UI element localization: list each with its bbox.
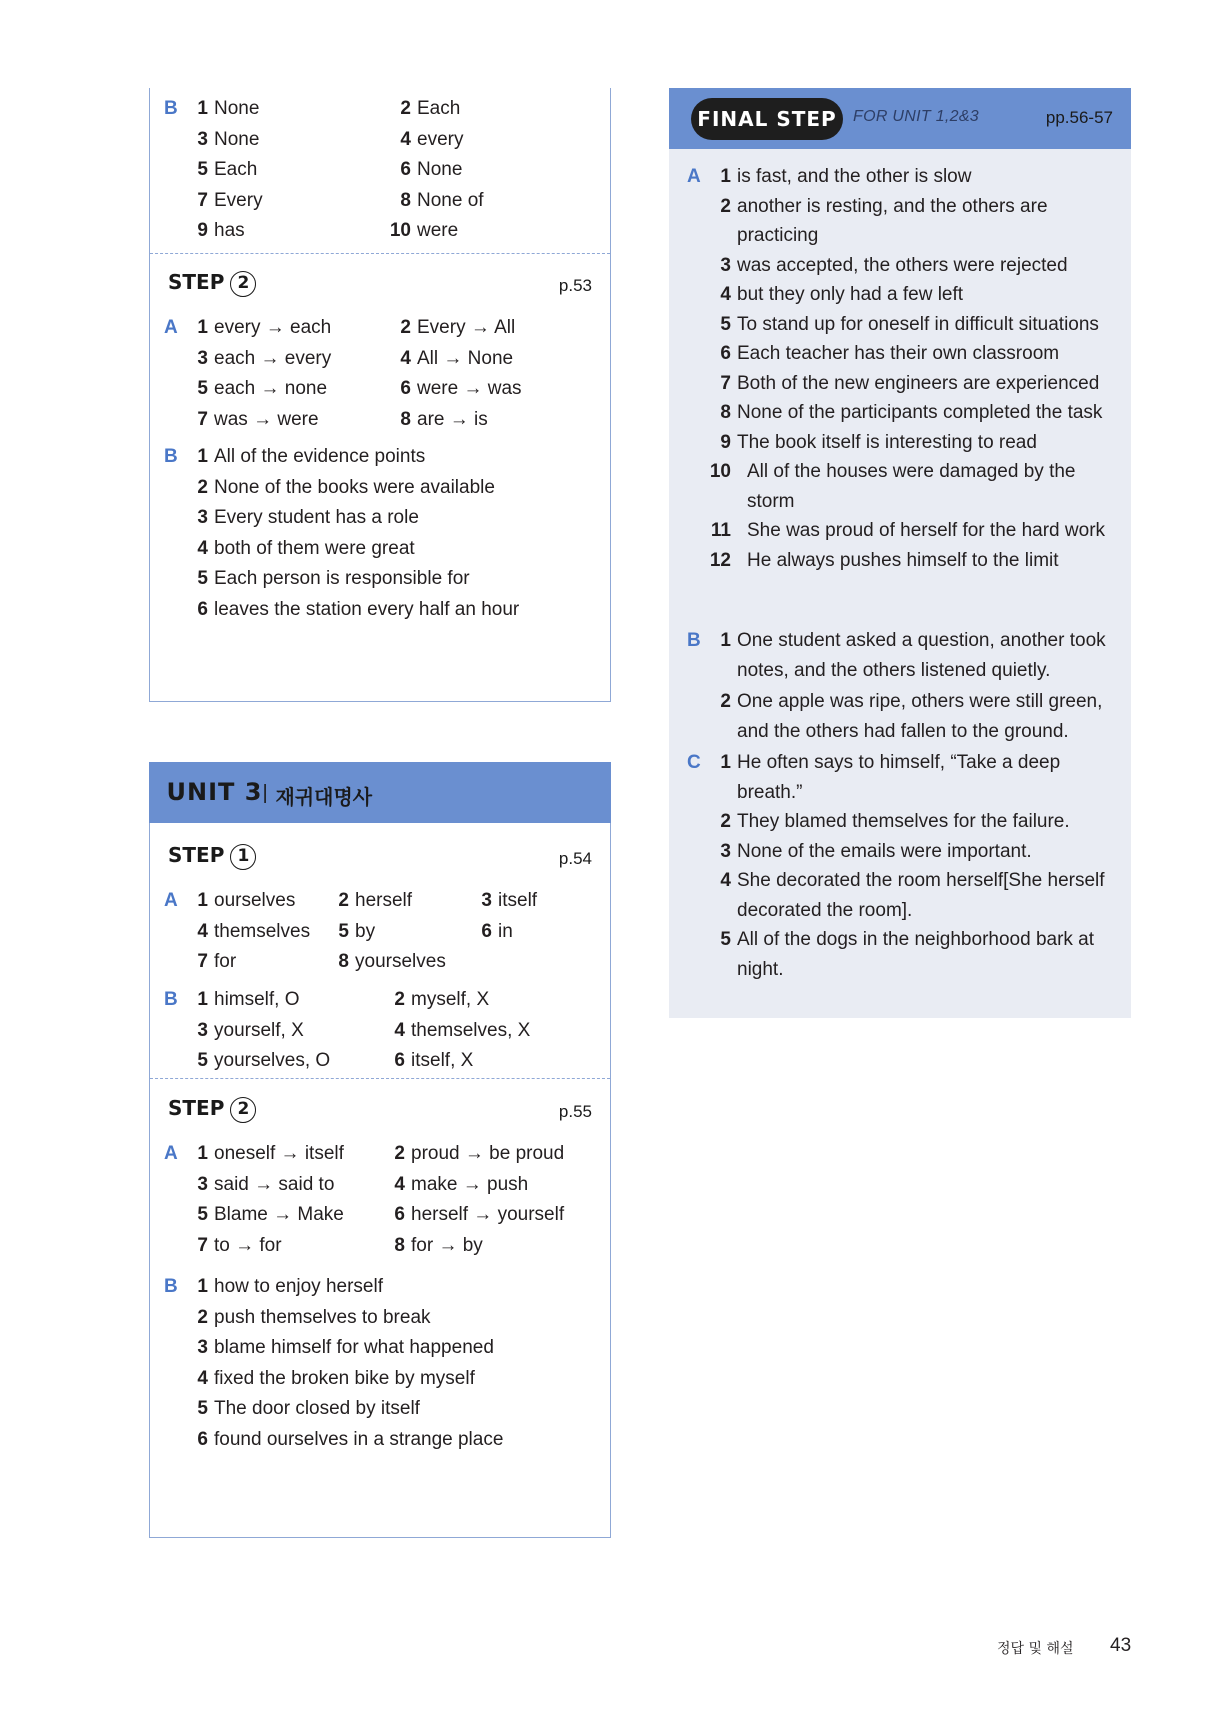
answer-text: Both of the new engineers are experienced [737, 372, 1100, 394]
answer-text: herself → yourself [411, 1204, 565, 1225]
answer-text: each → every [214, 347, 332, 369]
section-label: A [164, 1143, 178, 1164]
item-number: 8 [720, 402, 731, 423]
answer-text: Each [417, 98, 461, 119]
footer-label: 정답 및 해설 [997, 1641, 1074, 1657]
answer-text: themselves, X [411, 1019, 531, 1041]
answer-text: were → was [417, 378, 522, 399]
item-number: 1 [197, 1276, 208, 1297]
item-number: 2 [400, 317, 411, 338]
answer-text: leaves the station every half an hour [214, 598, 520, 620]
item-number: 3 [197, 1173, 208, 1195]
item-number: 5 [197, 1204, 208, 1225]
item-number: 5 [720, 929, 731, 950]
item-number: 8 [400, 408, 411, 430]
unit2-answer-box [149, 88, 611, 702]
item-number: 3 [197, 347, 208, 369]
answer-text: for → by [411, 1234, 483, 1256]
answer-text: yourselves [355, 951, 446, 972]
answer-text: myself, X [411, 989, 490, 1010]
answer-text: oneself → itself [214, 1143, 344, 1164]
answer-text: were [417, 220, 459, 241]
answer-text: Blame → Make [214, 1204, 344, 1225]
section-label: B [164, 1276, 178, 1297]
answer-text: every → each [214, 317, 332, 338]
item-number: 1 [197, 890, 208, 911]
answer-text: night. [737, 958, 784, 980]
answer-text: The book itself is interesting to read [737, 431, 1037, 453]
answer-text: All of the evidence points [214, 446, 426, 467]
item-number: 8 [394, 1234, 405, 1256]
answer-text: in [498, 920, 513, 942]
answer-text: Each teacher has their own classroom [737, 343, 1060, 364]
item-number: 4 [197, 920, 208, 942]
answer-text: They blamed themselves for the failure. [737, 811, 1070, 832]
item-number: 2 [394, 989, 405, 1010]
answer-text: another is resting, and the others are [737, 195, 1048, 217]
item-number: 7 [197, 408, 208, 430]
answer-text: She decorated the room herself[She herself [737, 870, 1105, 891]
item-number: 2 [197, 476, 208, 498]
item-number: 4 [400, 347, 411, 369]
item-number: 2 [400, 98, 411, 119]
item-number: 6 [400, 159, 411, 180]
item-number: 4 [720, 870, 731, 891]
page-reference: p.55 [558, 1102, 592, 1121]
item-number: 2 [720, 811, 731, 832]
item-number: 2 [720, 195, 731, 217]
item-number: 11 [710, 520, 731, 541]
answer-text: One student asked a question, another took [737, 630, 1106, 651]
answer-text: how to enjoy herself [214, 1276, 383, 1297]
item-number: 4 [197, 537, 208, 559]
item-number: 2 [720, 691, 731, 712]
item-number: 4 [720, 284, 731, 305]
dashed-divider [150, 253, 610, 254]
answer-text: to → for [214, 1234, 282, 1256]
answer-text: each → none [214, 378, 328, 399]
item-number: 1 [197, 1143, 208, 1164]
item-number: 1 [197, 989, 208, 1010]
answer-text: push themselves to break [214, 1306, 431, 1328]
answer-text: proud → be proud [411, 1143, 565, 1164]
item-number: 5 [720, 313, 731, 335]
item-number: 3 [197, 507, 208, 528]
item-number: 7 [197, 189, 208, 211]
answer-text: itself, X [411, 1050, 474, 1071]
item-number: 1 [720, 630, 731, 651]
section-label: B [164, 989, 178, 1010]
item-number: 4 [197, 1367, 208, 1389]
page-reference: pp.56-57 [1045, 108, 1113, 127]
unit-title-separator: | [262, 781, 268, 804]
section-label: B [687, 630, 701, 651]
answer-text: and the others had fallen to the ground. [737, 720, 1069, 742]
item-number: 12 [709, 549, 731, 571]
answer-text: None of the participants completed the task [737, 402, 1103, 423]
item-number: 5 [197, 1398, 208, 1419]
item-number: 1 [720, 166, 731, 187]
unit-title: UNIT 3 [166, 777, 263, 806]
item-number: 1 [197, 317, 208, 338]
page-reference: p.53 [558, 276, 592, 295]
answer-text: Every → All [417, 317, 516, 338]
item-number: 7 [197, 1234, 208, 1256]
item-number: 1 [197, 446, 208, 467]
answer-text: was → were [214, 408, 319, 430]
answer-text: Each person is responsible for [214, 568, 470, 589]
answer-text: found ourselves in a strange place [214, 1428, 504, 1450]
item-number: 2 [338, 890, 349, 911]
item-number: 6 [197, 598, 208, 620]
item-number: 4 [394, 1019, 405, 1041]
item-number: 8 [338, 951, 349, 972]
answer-text: make → push [411, 1173, 529, 1195]
item-number: 5 [197, 568, 208, 589]
page-number: 43 [1110, 1635, 1132, 1656]
answer-text: All of the houses were damaged by the [747, 461, 1076, 482]
step-heading: STEP 2 [168, 1096, 256, 1123]
answer-text: both of them were great [214, 537, 415, 559]
item-number: 7 [197, 951, 208, 972]
step-number-circle: 2 [230, 271, 256, 297]
step-number-circle: 2 [230, 1097, 256, 1123]
item-number: 1 [197, 98, 208, 119]
answer-text: blame himself for what happened [214, 1337, 494, 1358]
item-number: 8 [400, 189, 411, 211]
item-number: 7 [720, 372, 731, 394]
answer-text: He often says to himself, “Take a deep [737, 752, 1061, 773]
answer-text: Each [214, 159, 258, 180]
item-number: 6 [197, 1428, 208, 1450]
answer-text: All of the dogs in the neighborhood bark at [737, 929, 1095, 950]
answer-text: None [214, 128, 260, 150]
section-label: C [687, 752, 701, 773]
item-number: 5 [197, 378, 208, 399]
item-number: 1 [720, 752, 731, 773]
answer-text: by [355, 920, 376, 942]
page-reference: p.54 [558, 849, 592, 868]
step-number-circle: 1 [230, 844, 256, 870]
section-label: B [164, 98, 178, 119]
answer-text: is fast, and the other is slow [737, 166, 972, 187]
section-label: A [164, 890, 178, 911]
answer-text: None of the emails were important. [737, 840, 1032, 862]
section-label: B [164, 446, 178, 467]
unit-header-bar [149, 762, 611, 823]
answer-text: All → None [417, 347, 514, 369]
step-heading: STEP 2 [168, 270, 256, 297]
answer-text: To stand up for oneself in difficult situations [737, 313, 1099, 335]
final-step-badge: FINAL STEP [691, 98, 843, 140]
answer-text: Every [214, 189, 263, 211]
answer-text: One apple was ripe, others were still green, [737, 691, 1103, 712]
item-number: 3 [197, 1019, 208, 1041]
step-heading: STEP 1 [168, 843, 256, 870]
answer-text: fixed the broken bike by myself [214, 1367, 475, 1389]
item-number: 9 [197, 220, 208, 241]
answer-text: itself [498, 890, 538, 911]
answer-text: decorated the room]. [737, 899, 913, 921]
item-number: 5 [197, 159, 208, 180]
item-number: 3 [197, 128, 208, 150]
answer-text: He always pushes himself to the limit [747, 549, 1059, 571]
item-number: 10 [709, 461, 731, 482]
answer-text: has [214, 220, 245, 241]
answer-text: Every student has a role [214, 507, 419, 528]
item-number: 4 [400, 128, 411, 150]
final-step-header-bar [669, 88, 1131, 149]
section-label: A [164, 317, 178, 338]
dashed-divider [150, 1078, 610, 1079]
answer-text: for [214, 951, 237, 972]
answer-text: None [214, 98, 260, 119]
item-number: 3 [720, 840, 731, 862]
answer-text: yourself, X [214, 1019, 304, 1041]
section-label: A [687, 166, 701, 187]
answer-text: She was proud of herself for the hard work [747, 520, 1106, 541]
item-number: 6 [394, 1204, 405, 1225]
item-number: 6 [400, 378, 411, 399]
answer-text: The door closed by itself [214, 1398, 420, 1419]
answer-text: None [417, 159, 463, 180]
item-number: 4 [394, 1173, 405, 1195]
answer-text: storm [747, 490, 795, 512]
item-number: 5 [197, 1050, 208, 1071]
answer-text: but they only had a few left [737, 284, 964, 305]
answer-text: practicing [737, 225, 819, 246]
item-number: 9 [720, 431, 731, 453]
item-number: 6 [720, 343, 731, 364]
answer-text: are → is [417, 408, 488, 430]
unit-korean-title: 재귀대명사 [275, 784, 373, 809]
item-number: 3 [197, 1337, 208, 1358]
item-number: 2 [394, 1143, 405, 1164]
answer-text: said → said to [214, 1173, 335, 1195]
item-number: 2 [197, 1306, 208, 1328]
unit3-answer-box [149, 762, 611, 1538]
item-number: 3 [720, 254, 731, 276]
answer-text: None of the books were available [214, 476, 495, 498]
answer-text: was accepted, the others were rejected [737, 254, 1068, 276]
item-number: 3 [481, 890, 492, 911]
answer-text: None of [417, 189, 484, 211]
answer-text: themselves [214, 920, 311, 942]
for-units-label: FOR UNIT 1,2&3 [853, 108, 980, 125]
item-number: 5 [338, 920, 349, 942]
answer-text: himself, O [214, 989, 300, 1010]
answer-text: yourselves, O [214, 1050, 331, 1071]
answer-text: every [417, 128, 464, 150]
answer-text: herself [355, 890, 413, 911]
answer-text: notes, and the others listened quietly. [737, 659, 1051, 681]
item-number: 6 [394, 1050, 405, 1071]
item-number: 10 [389, 220, 411, 241]
answer-text: breath.” [737, 781, 803, 803]
answer-text: ourselves [214, 890, 296, 911]
item-number: 6 [481, 920, 492, 942]
final-step-box [669, 88, 1131, 1018]
